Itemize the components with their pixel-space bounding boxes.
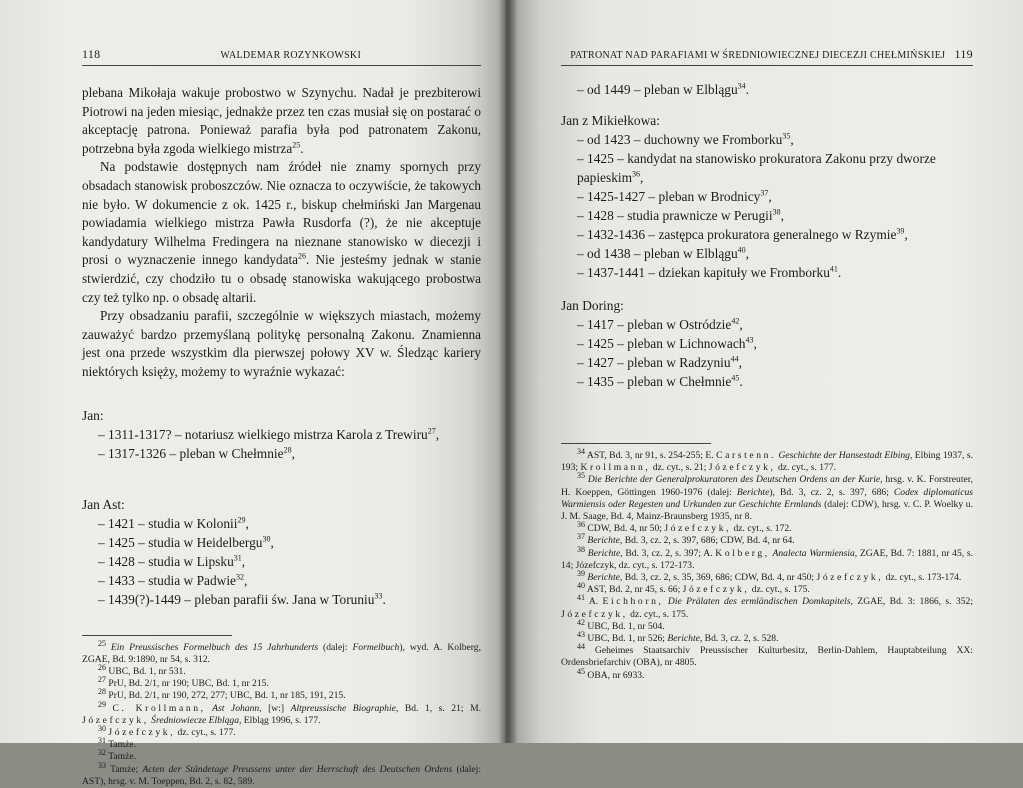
list-item: – 1432-1436 – zastępca prokuratora generalnego w Rzymie$^{39}$,: [577, 226, 908, 242]
list-item: – od 1438 – pleban w Elblągu$^{40}$,: [577, 245, 750, 261]
list-item: – 1311-1317? – notariusz wielkiego mistrza Karola z Trewiru$^{27}$,: [98, 426, 440, 442]
list-item: – od 1449 – pleban w Elblągu$^{34}$.: [577, 81, 750, 97]
footnote: $^{35}$ Die Berichte der Generalprokuratoren des Deutschen Ordens an der Kurie, hrsg. v. K. Forstreuter, H. Koeppen, Göttingen 1960-1976 (dalej: Berichte), Bd. 3, cz. 2, s. 397, 686; Codex diplomaticus Warmiensis oder Regesten und Urkunden zur Geschichte Ermlands (dalej: CDW), hrsg. v. C. P. Woelky u. J. M. Saage, Bd. 4, Mainz-Braunsberg 1935, nr 8.: [561, 471, 974, 523]
footnote: $^{34}$ AST, Bd. 3, nr 91, s. 254-255; E. Carstenn. Geschichte der Hansestadt Elbing, Elbing 1937, s. 193; Krollmann, dz. cyt., s. 21; Józefczyk, dz. cyt., s. 177.: [561, 446, 973, 474]
left-running-head: [82, 47, 481, 66]
paragraph: Przy obsadzaniu parafii, szczególnie w większych miastach, możemy zauważyć bardzo przemyślaną politykę personalną Zakonu. Znamienna jest ona przede wszystkim dla pierwszej połowy XV w. Śledząc kariery niektórych księży, możemy to wyraźnie wykazać:: [82, 308, 481, 379]
footnote-divider: [561, 443, 711, 444]
footnote: $^{41}$ A. Eichhorn, Die Prälaten des ermländischen Domkapitels, ZGAE, Bd. 3: 1866, s. 352; Józefczyk, dz. cyt., s. 175.: [561, 593, 973, 620]
list-item: – 1428 – studia w Lipsku$^{31}$,: [98, 553, 246, 569]
list-item: – 1437-1441 – dziekan kapituły we Fromborku$^{41}$.: [577, 264, 842, 280]
footnote: $^{45}$ OBA, nr 6933.: [577, 666, 645, 681]
list-item: – 1425 – pleban w Lichnowach$^{43}$,: [577, 335, 757, 351]
list-item: – 1428 – studia prawnicze w Perugii$^{38}$,: [577, 207, 784, 223]
left-body: [82, 84, 481, 382]
list-item: – 1433 – studia w Padwie$^{32}$,: [98, 572, 248, 588]
list-item: – 1421 – studia w Kolonii$^{29}$,: [98, 515, 249, 531]
right-running-title: PATRONAT NAD PARAFIAMI W ŚREDNIOWIECZNEJ DIECEZJI CHEŁMIŃSKIEJ: [570, 50, 946, 61]
right-running-head: [561, 47, 973, 66]
list-item: – 1317-1326 – pleban w Chełmnie$^{28}$,: [98, 445, 295, 461]
left-page-number: 118: [82, 47, 101, 61]
list-item: – od 1423 – duchowny we Fromborku$^{35}$,: [577, 131, 794, 147]
list-item: – 1425 – studia w Heidelbergu$^{30}$,: [98, 534, 274, 550]
footnote: $^{36}$ CDW, Bd. 4, nr 50; Józefczyk, dz. cyt., s. 172.: [577, 520, 792, 535]
right-page-number: 119: [954, 47, 973, 61]
footnote: $^{32}$ Tamże.: [98, 748, 137, 763]
footnote: $^{27}$ PrU, Bd. 2/1, nr 190; UBC, Bd. 1, nr 215.: [98, 674, 269, 690]
list-heading: Jan Doring:: [561, 298, 624, 313]
footnote: $^{31}$ Tamże.: [98, 735, 137, 751]
footnote: $^{25}$ Ein Preussisches Formelbuch des 15 Jahrhunderts (dalej: Formelbuch), wyd. A. Kolberg, ZGAE, Bd. 9:1890, nr 54, s. 312.: [82, 638, 481, 665]
list-item: – 1435 – pleban w Chełmnie$^{45}$.: [577, 373, 743, 389]
left-running-title: WALDEMAR ROZYNKOWSKI: [220, 50, 362, 61]
list-item: – 1439(?)-1449 – pleban parafii św. Jana w Toruniu$^{33}$.: [98, 591, 386, 607]
left-page: [0, 0, 505, 787]
paragraph: plebana Mikołaja wakuje probostwo w Szynychu. Nadał je prezbiterowi Piotrowi na jeden miesiąc, jednakże przez ten czas musiał się on postarać o akceptację patrona. Ponieważ parafia była pod patronatem Zakonu, potrzebna była zgoda wielkiego mistrza$^{25}$.: [82, 85, 481, 156]
footnote: $^{28}$ PrU, Bd. 2/1, nr 190, 272, 277; UBC, Bd. 1, nr 185, 191, 215.: [98, 687, 346, 702]
list-heading: Jan:: [82, 407, 104, 423]
left-footnotes: [82, 638, 481, 788]
footnote-divider: [82, 635, 232, 636]
right-page: [509, 0, 1023, 743]
footnote: $^{26}$ UBC, Bd. 1, nr 531.: [98, 662, 186, 677]
footnote: $^{42}$ UBC, Bd. 1, nr 504.: [577, 617, 665, 632]
footnote: $^{30}$ Józefczyk, dz. cyt., s. 177.: [98, 723, 236, 738]
list-item: – 1425-1427 – pleban w Brodnicy$^{37}$,: [577, 188, 772, 204]
footnote: $^{37}$ Berichte, Bd. 3, cz. 2, s. 397, 686; CDW, Bd. 4, nr 64.: [577, 532, 795, 547]
paragraph: Na podstawie dostępnych nam źródeł nie znamy spornych przy obsadach stanowisk proboszczów. Nie oznacza to oczywiście, że takowych nie było. W dokumencie z ok. 1425 r., biskup chełmiński Jan Margenau powiadamia wielkiego mistrza Pawła Rusdorfa (?), że nie akceptuje kandydatury Wilhelma Fredingera na nieznane stanowisko w diecezji i prosi o wyznaczenie innego kandydata$^{26}$. Nie jesteśmy jednak w stanie stwierdzić, czy chodziło tu o obsadę stanowiska wakującego probostwa czy też tylko np. o obsadę altarii.: [82, 159, 481, 305]
footnote: $^{33}$ Tamże; Acten der Ständetage Preussens unter der Herrschaft des Deutschen Ordens (dalej: AST), hrsg. v. M. Toeppen, Bd. 2, s. 82, 589.: [82, 760, 481, 787]
footnote: $^{40}$ AST, Bd. 2, nr 45, s. 66; Józefczyk, dz. cyt., s. 175.: [577, 581, 810, 596]
right-footnotes: [561, 446, 974, 682]
book-gutter: [498, 0, 518, 743]
list-item: – 1425 – kandydat na stanowisko prokuratora Zakonu przy dworze papieskim$^{36}$,: [577, 151, 936, 185]
footnote: $^{38}$ Berichte, Bd. 3, cz. 2, s. 397; A. Kolberg, Analecta Warmiensia, ZGAE, Bd. 7: 1881, nr 45, s. 14; Józefczyk, dz. cyt., s. 172-173.: [561, 544, 974, 571]
footnote: $^{29}$ C. Krollmann, Ast Johann, [w:] Altpreussische Biographie, Bd. 1, s. 21; M. Józefczyk, Średniowiecze Elbląga, Elbląg 1996, s. 177.: [82, 699, 481, 726]
footnote: $^{44}$ Geheimes Staatsarchiv Preussischer Kulturbesitz, Berlin-Dahlem, Hauptabteilung XX: Ordensbriefarchiv (OBA), nr 4805.: [561, 642, 973, 669]
list-item: – 1417 – pleban w Ostródzie$^{42}$,: [577, 316, 743, 332]
list-heading: Jan Ast:: [82, 496, 125, 512]
list-item: – 1427 – pleban w Radzyniu$^{44}$,: [577, 354, 742, 370]
footnote: $^{39}$ Berichte, Bd. 3, cz. 2, s. 35, 369, 686; CDW, Bd. 4, nr 450; Józefczyk, dz. cyt., s. 173-174.: [577, 568, 962, 584]
list-heading: Jan z Mikiełkowa:: [561, 113, 660, 128]
footnote: $^{43}$ UBC, Bd. 1, nr 526; Berichte, Bd. 3, cz. 2, s. 528.: [577, 629, 779, 645]
